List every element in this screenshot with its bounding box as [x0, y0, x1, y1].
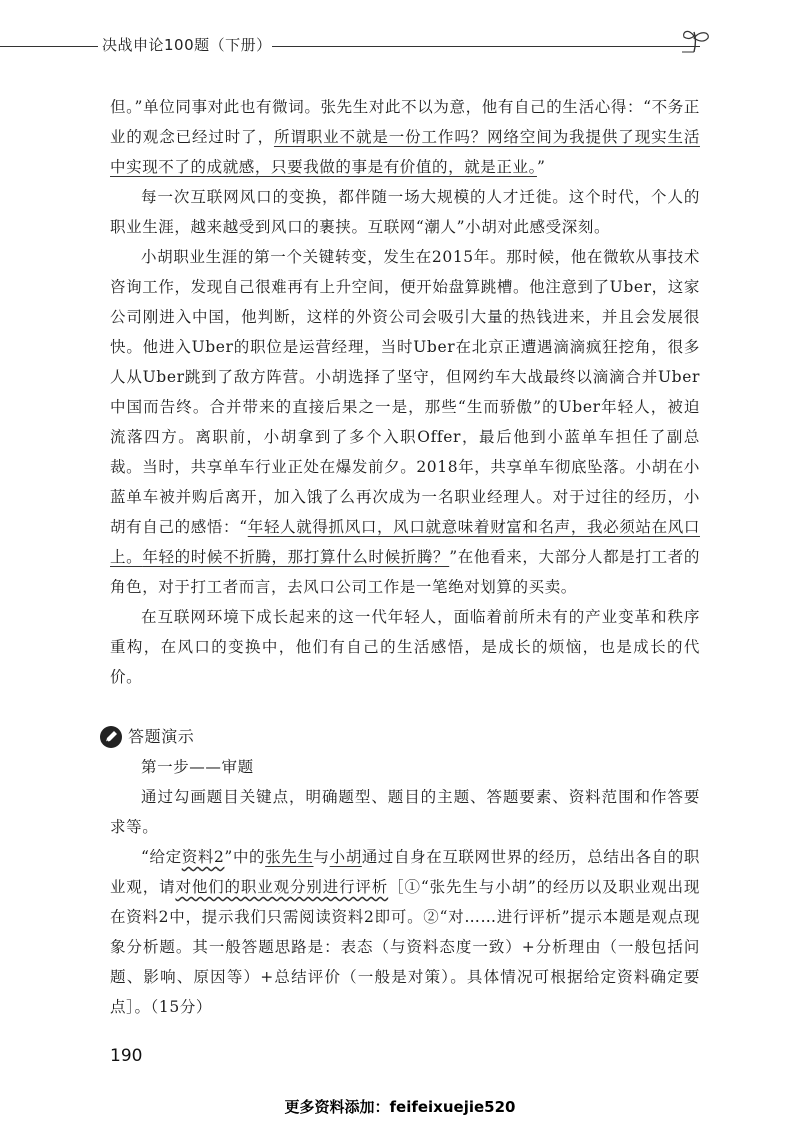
step-title: 第一步——审题	[141, 758, 254, 776]
footer-note: 更多资料添加：feifeixuejie520	[284, 1098, 516, 1116]
paragraph: 小胡职业生涯的第一个关键转变，发生在2015年。那时候，他在微软从事技术咨询工作，发现自己很难再有上升空间，便开始盘算跳槽。他注意到了Uber，这家公司刚进入中国，他判断，这样的外资公司会吸引大量的热钱进来，并且会发展很快。他进入Uber的职位是运营经理，当时Uber在北京正遭遇滴滴疯狂挖角，很多人从Uber跳到了敌方阵营。小胡选择了坚守，但网约车大战最终以滴滴合并Uber中国而告终。合并带来的直接后果之一是，那些“生而骄傲”的Uber年轻人，被迫流落四方。离职前，小胡拿到了多个入职Offer，最后他到小蓝单车担任了副总裁。当时，共享单车行业正处在爆发前夕。2018年，共享单车彻底坠落。小胡在小蓝单车被并购后离开，加入饿了么再次成为一名职业经理人。对于过往的经历，小胡有自己的感悟：“年轻人就得抓风口，风口就意味着财富和名声，我必须站在风口上。年轻的时候不折腾，那打算什么时候折腾？”在他看来，大部分人都是打工者的角色，对于打工者而言，去风口公司工作是一笔绝对划算的买卖。	[110, 248, 701, 596]
underlined-quote: 年轻人就得抓风口，风口就意味着财富和名声，我必须站在风口上。	[110, 518, 700, 566]
paragraph: 但。”单位同事对此也有微词。张先生对此不以为意，他有自己的生活心得：“不务正业的观念已经过时了，所谓职业不就是一份工作吗？网络空间为我提供了现实生活中实现不了的成就感，只要我做的事是有价值的，就是正业。”	[110, 98, 700, 176]
book-title: 决战申论100题（下册）	[102, 36, 272, 54]
paragraph: 每一次互联网风口的变换，都伴随一场大规模的人才迁徙。这个时代，个人的职业生涯，越来越受到风口的裹挟。互联网“潮人”小胡对此感受深刻。	[110, 188, 700, 236]
paragraph: “给定资料2”中的张先生与小胡通过自身在互联网世界的经历，总结出各自的职业观，请对他们的职业观分别进行评析［①“张先生与小胡”的经历以及职业观出现在资料2中，提示我们只需阅读资料2即可。②“对……进行评析”提示本题是观点现象分析题。其一般答题思路是：表态（与资料态度一致）+分析理由（一般包括问题、影响、原因等）+总结评价（一般是对策）。具体情况可根据给定资料确定要点］。（15分）	[110, 848, 700, 1016]
underlined-quote: 年轻的时候不折腾，那打算什么时候折腾？	[142, 548, 450, 566]
underlined-keyword: 小胡	[329, 848, 362, 866]
pencil-badge-icon	[100, 726, 122, 748]
header-rule-left	[0, 46, 98, 47]
body-text	[110, 92, 700, 1022]
section-title: 答题演示	[128, 727, 195, 746]
wavy-underline: 对他们的职业观分别进行评析	[175, 878, 389, 896]
sprout-icon	[680, 24, 716, 58]
paragraph: 在互联网环境下成长起来的这一代年轻人，面临着前所未有的产业变革和秩序重构，在风口的变换中，他们有自己的生活感悟，是成长的烦恼，也是成长的代价。	[110, 608, 700, 686]
page-number: 190	[110, 1046, 143, 1066]
paragraph: 通过勾画题目关键点，明确题型、题目的主题、答题要素、资料范围和作答要求等。	[110, 788, 700, 836]
underlined-keyword: 张先生	[265, 848, 314, 866]
wavy-underline: 资料2	[181, 848, 225, 866]
underlined-quote: 所谓职业不就是一份工作吗？网络空间为我提供了现实生活中实现不了的成就感，只要我做的事是有价值的，就是正业。	[110, 128, 700, 176]
section-heading	[100, 722, 700, 752]
running-header	[0, 24, 800, 64]
header-rule-right	[272, 46, 700, 47]
